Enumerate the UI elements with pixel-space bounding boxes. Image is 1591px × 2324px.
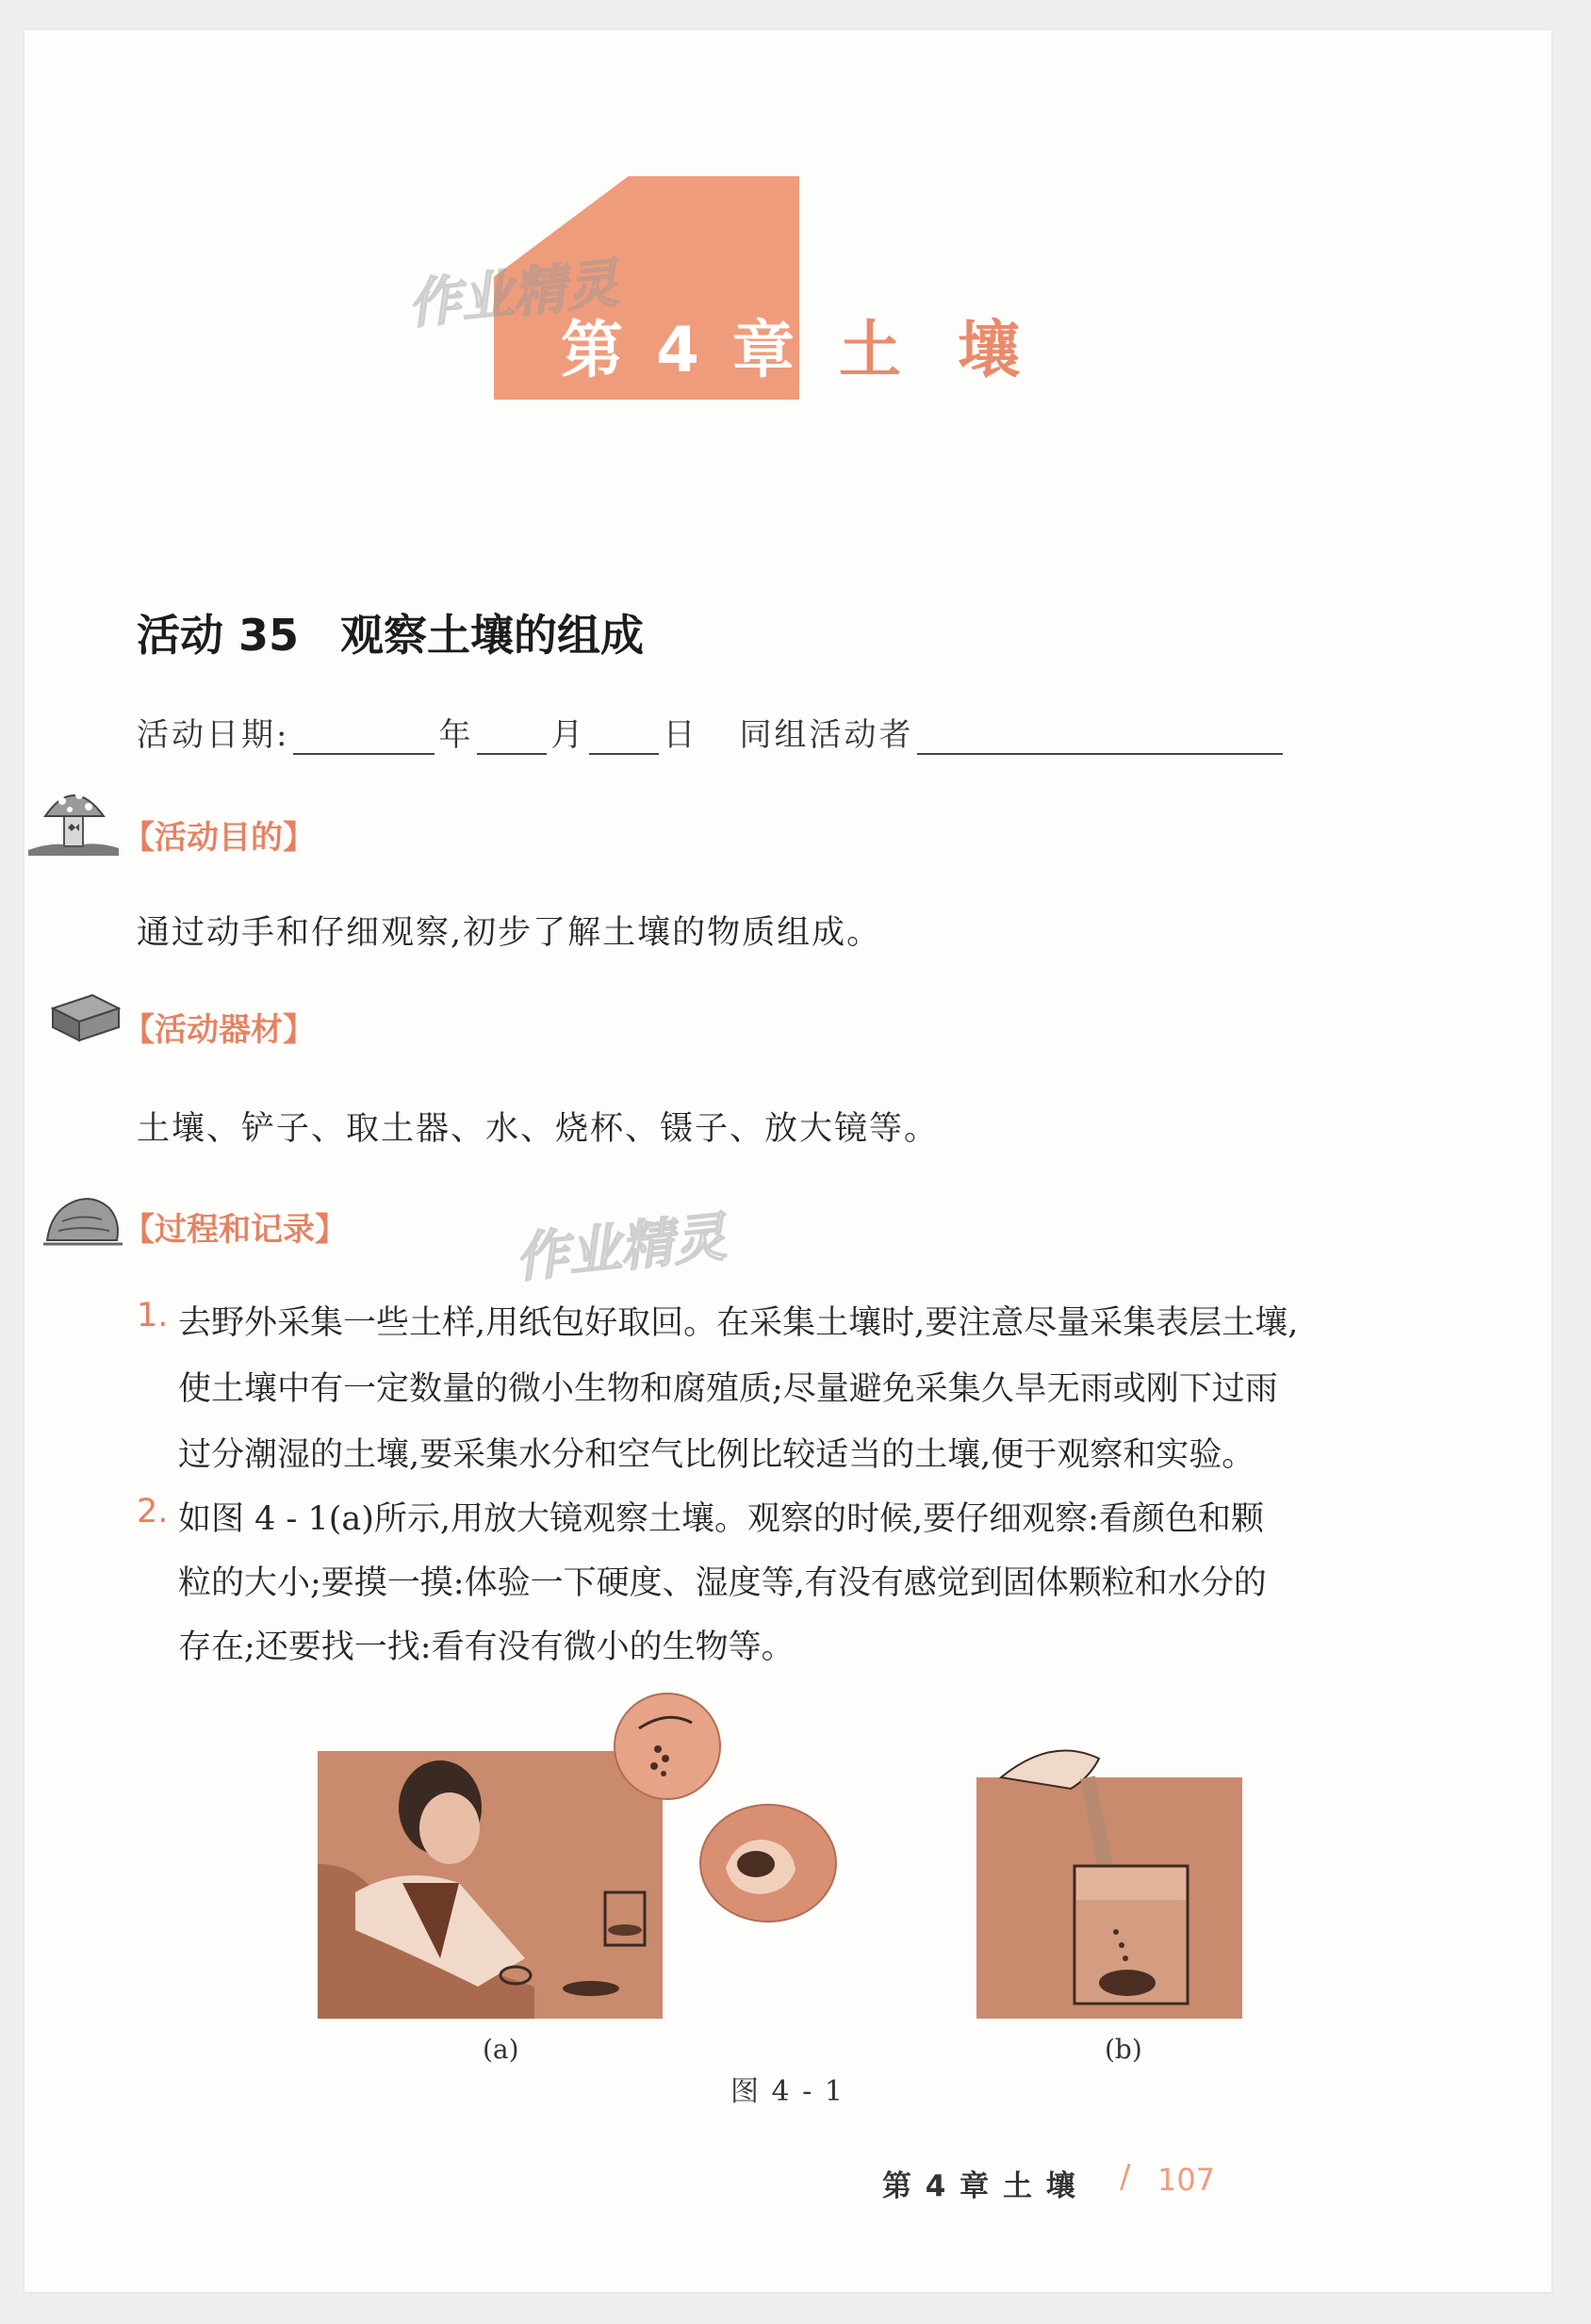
process-item-2 (137, 1493, 1428, 1681)
watermark: 作业精灵 (404, 253, 622, 336)
purpose-text: 通过动手和仔细观察,初步了解土壤的物质组成。 (137, 914, 882, 952)
chapter-title: 土壤 (839, 314, 1076, 386)
activity-name: 观察土壤的组成 (340, 610, 645, 661)
date-line (137, 709, 1287, 755)
process-line: 存在;还要找一找:看有没有微小的生物等。 (178, 1628, 795, 1666)
process-item-1 (137, 1297, 1428, 1485)
footer-chapter: 第 4 章 土 壤 (882, 2169, 1077, 2203)
date-day-blank[interactable] (589, 719, 659, 755)
watermark: 作业精灵 (512, 1206, 730, 1290)
book-stack-icon (51, 991, 121, 1044)
figure-b-illustration (976, 1740, 1242, 2019)
figure-caption: 图 4 - 1 (730, 2075, 845, 2108)
date-day-label: 日 (663, 716, 698, 754)
date-month-blank[interactable] (477, 719, 547, 755)
list-number: 1. (137, 1297, 169, 1334)
date-year-label: 年 (438, 716, 474, 754)
activity-number: 活动 35 (137, 610, 300, 661)
process-line: 如图 4 - 1(a)所示,用放大镜观察土壤。观察的时候,要仔细观察:看颜色和颗 (178, 1500, 1264, 1538)
date-year-blank[interactable] (293, 719, 435, 755)
figure-b-label: (b) (1105, 2034, 1142, 2065)
process-line: 过分潮湿的土壤,要采集水分和空气比例比较适当的土壤,便于观察和实验。 (178, 1436, 1255, 1474)
section-materials-heading: 【活动器材】 (123, 1011, 315, 1049)
footer-divider: / (1120, 2158, 1131, 2196)
detail-circle-pinch (611, 1691, 724, 1802)
materials-text: 土壤、铲子、取土器、水、烧杯、镊子、放大镜等。 (137, 1110, 940, 1148)
stone-icon (43, 1189, 123, 1248)
date-label: 活动日期: (137, 716, 290, 754)
mushroom-icon (26, 778, 121, 856)
process-line: 去野外采集一些土样,用纸包好取回。在采集土壤时,要注意尽量采集表层土壤, (178, 1304, 1299, 1342)
partners-label: 同组活动者 (739, 716, 914, 754)
date-month-label: 月 (550, 716, 586, 754)
section-process-heading: 【过程和记录】 (123, 1211, 347, 1249)
detail-circle-soil (697, 1802, 839, 1924)
figure-a-label: (a) (483, 2034, 519, 2065)
process-line: 使土壤中有一定数量的微小生物和腐殖质;尽量避免采集久旱无雨或刚下过雨 (178, 1370, 1278, 1408)
chapter-number: 第 4 章 (561, 314, 800, 386)
page-number: 107 (1157, 2162, 1216, 2198)
list-number: 2. (137, 1493, 169, 1530)
activity-title (137, 601, 644, 663)
partners-blank[interactable] (917, 719, 1283, 755)
section-purpose-heading: 【活动目的】 (123, 819, 315, 857)
process-line: 粒的大小;要摸一摸:体验一下硬度、湿度等,有没有感觉到固体颗粒和水分的 (178, 1564, 1267, 1602)
